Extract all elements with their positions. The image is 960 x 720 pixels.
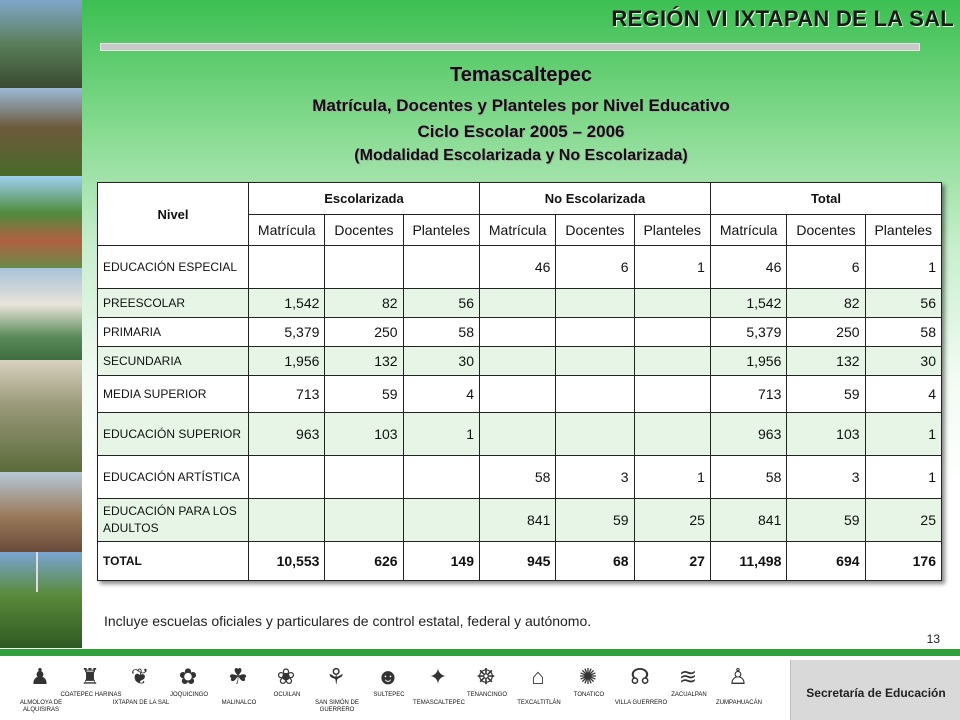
table-cell: 6	[787, 246, 865, 289]
table-cell	[556, 413, 634, 456]
table-cell: 1	[865, 246, 941, 289]
photo-cliffs	[0, 360, 82, 472]
municipality-name: MALINALCO	[221, 700, 257, 706]
table-cell: 59	[787, 376, 865, 413]
municipality-name: IXTAPAN DE LA SAL	[112, 700, 170, 706]
table-cell	[249, 246, 325, 289]
table-cell: 1,956	[710, 347, 786, 376]
table-cell	[325, 456, 403, 499]
table-row	[98, 376, 942, 413]
subheader: Docentes	[556, 215, 634, 246]
table-cell: 841	[479, 499, 555, 542]
table-cell: 46	[479, 246, 555, 289]
subheader: Matrícula	[249, 215, 325, 246]
table-row	[98, 289, 942, 318]
table-row	[98, 499, 942, 542]
table-cell: 10,553	[249, 542, 325, 581]
table-cell: 30	[865, 347, 941, 376]
school-cycle: Ciclo Escolar 2005 – 2006	[417, 122, 625, 141]
glyph-icon: ♙	[728, 664, 748, 689]
row-label: EDUCACIÓN SUPERIOR	[98, 413, 249, 456]
table-cell: 1	[865, 456, 941, 499]
table-row	[98, 413, 942, 456]
table-cell: 176	[865, 542, 941, 581]
table-body	[98, 246, 942, 581]
photo-green-mountain	[0, 552, 82, 648]
row-label: TOTAL	[98, 542, 249, 581]
table-cell: 58	[710, 456, 786, 499]
table-subtitle: Matrícula, Docentes y Planteles por Nivel Educativo	[312, 96, 730, 115]
municipality-title: Temascaltepec	[450, 64, 592, 86]
row-label: MEDIA SUPERIOR	[98, 376, 249, 413]
subheader: Docentes	[787, 215, 865, 246]
photo-village-roofs	[0, 176, 82, 268]
municipality-name: ZACUALPAN	[671, 692, 707, 698]
row-label: EDUCACIÓN ARTÍSTICA	[98, 456, 249, 499]
photo-rock-peak	[0, 88, 82, 176]
row-label: EDUCACIÓN PARA LOS ADULTOS	[98, 499, 249, 542]
table-cell: 27	[634, 542, 710, 581]
row-label: EDUCACIÓN ESPECIAL	[98, 246, 249, 289]
photo-strip	[0, 0, 82, 648]
table-cell: 1,542	[710, 289, 786, 318]
photo-plaza	[0, 268, 82, 360]
table-cell: 694	[787, 542, 865, 581]
table-cell	[556, 376, 634, 413]
modality-caption: (Modalidad Escolarizada y No Escolarizada)	[354, 147, 688, 164]
table-cell: 1	[634, 456, 710, 499]
subheader: Matrícula	[710, 215, 786, 246]
municipality-name: JOQUICINGO	[169, 692, 208, 698]
photo-hills	[0, 472, 82, 552]
municipality-emblem	[710, 656, 768, 720]
subheader: Planteles	[403, 215, 479, 246]
table-cell: 132	[325, 347, 403, 376]
table-cell: 3	[787, 456, 865, 499]
table-cell: 30	[403, 347, 479, 376]
municipality-name: TEXCALTITLÁN	[517, 700, 561, 706]
group-header-no-escolarizada: No Escolarizada	[479, 183, 710, 215]
table-cell: 5,379	[710, 318, 786, 347]
table-cell: 59	[787, 499, 865, 542]
table-cell	[325, 499, 403, 542]
table-row	[98, 456, 942, 499]
table-cell: 82	[325, 289, 403, 318]
table-cell: 841	[710, 499, 786, 542]
glyph-icon: ❀	[276, 664, 296, 689]
table-cell	[403, 246, 479, 289]
table-cell: 25	[634, 499, 710, 542]
table-cell	[634, 347, 710, 376]
table-cell: 56	[865, 289, 941, 318]
glyph-icon: ✺	[578, 664, 598, 689]
table-cell	[249, 456, 325, 499]
page-number: 13	[926, 632, 940, 646]
table-cell	[403, 456, 479, 499]
table-cell	[403, 499, 479, 542]
glyph-icon: ✿	[178, 664, 198, 689]
table-cell	[479, 289, 555, 318]
table-cell	[634, 318, 710, 347]
municipality-emblem	[458, 656, 516, 720]
title-divider	[100, 43, 920, 51]
municipality-name: SULTEPEC	[373, 692, 405, 698]
region-title: REGIÓN VI IXTAPAN DE LA SAL	[611, 6, 954, 31]
group-header-total: Total	[710, 183, 941, 215]
municipality-name: TENANCINGO	[466, 692, 507, 698]
glyph-icon: ≋	[678, 664, 698, 689]
glyph-icon: ☊	[630, 664, 650, 689]
table-cell: 3	[556, 456, 634, 499]
table-row	[98, 318, 942, 347]
table-cell: 56	[403, 289, 479, 318]
municipality-name: OCUILAN	[273, 692, 301, 698]
table-cell: 149	[403, 542, 479, 581]
education-table	[97, 182, 942, 581]
glyph-icon: ☘	[228, 664, 248, 689]
glyph-icon: ☻	[376, 664, 400, 689]
table-cell: 1	[403, 413, 479, 456]
table-cell	[634, 289, 710, 318]
table-cell: 1,956	[249, 347, 325, 376]
municipality-name: TONATICO	[573, 692, 605, 698]
glyph-icon: ✦	[428, 664, 448, 689]
group-header-row	[98, 183, 942, 215]
glyph-icon: ♟	[30, 664, 50, 689]
table-cell: 4	[865, 376, 941, 413]
glyph-icon: ⚘	[326, 664, 346, 689]
table-cell: 132	[787, 347, 865, 376]
table-cell: 59	[556, 499, 634, 542]
table-cell: 58	[403, 318, 479, 347]
table-cell: 103	[787, 413, 865, 456]
table-cell: 58	[865, 318, 941, 347]
glyph-icon: ⌂	[531, 664, 545, 689]
table-cell	[479, 347, 555, 376]
table-cell: 25	[865, 499, 941, 542]
secretaria-box	[790, 660, 960, 720]
table-cell: 713	[710, 376, 786, 413]
nivel-header: Nivel	[98, 183, 249, 246]
table-cell	[556, 318, 634, 347]
table-cell	[479, 376, 555, 413]
table-cell	[556, 347, 634, 376]
municipality-name: ZUMPAHUACÁN	[716, 700, 762, 706]
municipality-name: ALMOLOYA DE ALQUISIRAS	[19, 700, 63, 713]
footer-bar	[0, 649, 960, 656]
photo-mountain-town	[0, 0, 82, 88]
table-row	[98, 542, 942, 581]
subheader: Planteles	[865, 215, 941, 246]
group-header-escolarizada: Escolarizada	[249, 183, 480, 215]
glyph-icon: ☸	[476, 664, 496, 689]
table-cell: 250	[325, 318, 403, 347]
table-cell: 963	[249, 413, 325, 456]
table-cell: 1	[865, 413, 941, 456]
table-cell: 68	[556, 542, 634, 581]
municipality-name: TEMASCALTEPEC	[413, 700, 465, 706]
table-cell: 626	[325, 542, 403, 581]
municipality-name: COATEPEC HARINAS	[60, 692, 122, 698]
table-cell	[556, 289, 634, 318]
table-cell	[634, 413, 710, 456]
table-cell: 46	[710, 246, 786, 289]
table-cell: 103	[325, 413, 403, 456]
municipality-name: VILLA GUERRERO	[614, 700, 668, 706]
row-label: SECUNDARIA	[98, 347, 249, 376]
table-cell: 58	[479, 456, 555, 499]
table-cell: 5,379	[249, 318, 325, 347]
table-cell	[479, 318, 555, 347]
secretaria-label: Secretaría de Educación	[806, 686, 946, 700]
table-cell: 713	[249, 376, 325, 413]
municipality-emblem	[560, 656, 618, 720]
table-cell	[325, 246, 403, 289]
table-cell: 1	[634, 246, 710, 289]
table-cell: 4	[403, 376, 479, 413]
glyph-icon: ❦	[130, 664, 150, 689]
table-cell: 11,498	[710, 542, 786, 581]
row-label: PREESCOLAR	[98, 289, 249, 318]
table-cell: 1,542	[249, 289, 325, 318]
table-cell: 6	[556, 246, 634, 289]
municipality-name: SAN SIMÓN DE GUERRERO	[315, 700, 359, 713]
table-row	[98, 246, 942, 289]
subheader: Matrícula	[479, 215, 555, 246]
subheader: Docentes	[325, 215, 403, 246]
table-cell: 945	[479, 542, 555, 581]
table-cell: 963	[710, 413, 786, 456]
footnote: Incluye escuelas oficiales y particulares de control estatal, federal y autónomo.	[104, 613, 592, 629]
table-cell	[479, 413, 555, 456]
table-cell: 82	[787, 289, 865, 318]
row-label: PRIMARIA	[98, 318, 249, 347]
table-cell	[249, 499, 325, 542]
table-cell: 59	[325, 376, 403, 413]
table-cell: 250	[787, 318, 865, 347]
subheader: Planteles	[634, 215, 710, 246]
glyph-icon: ♜	[80, 664, 100, 689]
table-row	[98, 347, 942, 376]
municipality-emblem	[308, 656, 366, 720]
table-cell	[634, 376, 710, 413]
